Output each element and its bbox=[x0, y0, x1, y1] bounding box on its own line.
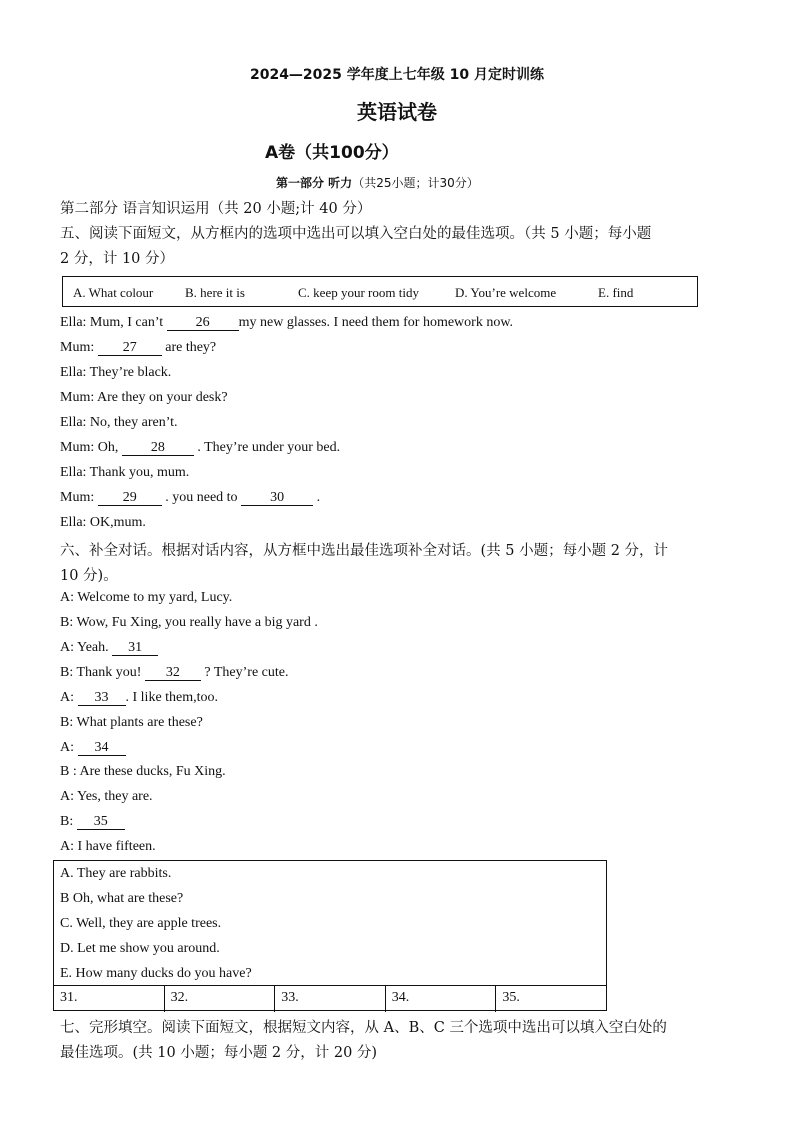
blank-28[interactable]: 28 bbox=[122, 441, 194, 456]
section6-instruction-line2: 10 分)。 bbox=[60, 568, 118, 584]
dialogue-text: . I like them,too. bbox=[125, 690, 219, 705]
dialogue-line: Ella: OK,mum. bbox=[60, 515, 146, 530]
dialogue-line bbox=[60, 814, 125, 830]
blank-31[interactable]: 31 bbox=[112, 641, 158, 656]
speaker-text: A: Yeah. bbox=[60, 640, 113, 655]
section7-instruction-line1: 七、完形填空。阅读下面短文，根据短文内容，从 A、B、C 三个选项中选出可以填入空白处的 bbox=[60, 1020, 667, 1036]
dialogue-line: A: I have fifteen. bbox=[60, 839, 156, 854]
part1-heading bbox=[276, 174, 479, 191]
speaker-text: Mum: Oh, bbox=[60, 440, 122, 455]
dialogue-line: Ella: Thank you, mum. bbox=[60, 465, 190, 480]
dialogue-line bbox=[60, 315, 513, 331]
answer-row bbox=[54, 985, 606, 1012]
part1-label: 第一部分 听力 bbox=[276, 176, 353, 190]
blank-26[interactable]: 26 bbox=[167, 316, 239, 331]
speaker-text: Mum: bbox=[60, 490, 98, 505]
dialogue-text: . you need to bbox=[161, 490, 242, 505]
option-c: C. keep your room tidy bbox=[298, 285, 419, 300]
speaker-text: A: bbox=[60, 740, 78, 755]
part2-heading: 第二部分 语言知识运用（共 20 小题;计 40 分） bbox=[60, 201, 372, 217]
dialogue-line: Ella: No, they aren’t. bbox=[60, 415, 178, 430]
blank-29[interactable]: 29 bbox=[98, 491, 162, 506]
dialogue-text: ? They’re cute. bbox=[200, 665, 289, 680]
speaker-text: Mum: bbox=[60, 340, 98, 355]
blank-32[interactable]: 32 bbox=[145, 666, 201, 681]
answer-cell-34[interactable]: 34. bbox=[386, 986, 497, 1012]
part1-detail: （共25小题；计30分） bbox=[352, 176, 479, 190]
dialogue-text: . They’re under your bed. bbox=[193, 440, 341, 455]
dialogue-line: Ella: They’re black. bbox=[60, 365, 172, 380]
dialogue-line: A: Yes, they are. bbox=[60, 789, 153, 804]
answer-cell-32[interactable]: 32. bbox=[165, 986, 276, 1012]
dialogue-line: A: Welcome to my yard, Lucy. bbox=[60, 590, 233, 605]
speaker-text: Ella: Mum, I can’t bbox=[60, 315, 167, 330]
speaker-text: B: bbox=[60, 814, 77, 829]
option-e: E. find bbox=[598, 285, 634, 300]
dialogue-line bbox=[60, 690, 218, 706]
subject-title: 英语试卷 bbox=[357, 100, 437, 124]
section6-choices-box bbox=[53, 860, 607, 1011]
period: . bbox=[313, 490, 321, 505]
dialogue-line: B: Wow, Fu Xing, you really have a big yard . bbox=[60, 615, 318, 630]
answer-cell-31[interactable]: 31. bbox=[54, 986, 165, 1012]
exam-title: 2024—2025 学年度上七年级 10 月定时训练 bbox=[249, 67, 545, 83]
section6-instruction-line1: 六、补全对话。根据对话内容，从方框中选出最佳选项补全对话。(共 5 小题；每小题 2 分，计 bbox=[60, 543, 669, 559]
option-b: B. here it is bbox=[185, 285, 245, 300]
choice-d: D. Let me show you around. bbox=[60, 941, 220, 956]
dialogue-line bbox=[60, 740, 126, 756]
blank-30[interactable]: 30 bbox=[241, 491, 313, 506]
dialogue-line bbox=[60, 640, 158, 656]
dialogue-line: B: What plants are these? bbox=[60, 715, 203, 730]
choice-c: C. Well, they are apple trees. bbox=[60, 916, 222, 931]
section7-instruction-line2: 最佳选项。(共 10 小题；每小题 2 分，计 20 分) bbox=[60, 1045, 378, 1061]
option-d: D. You’re welcome bbox=[455, 285, 557, 300]
dialogue-line bbox=[60, 340, 216, 356]
choice-e: E. How many ducks do you have? bbox=[60, 966, 252, 981]
blank-33[interactable]: 33 bbox=[78, 691, 126, 706]
dialogue-line bbox=[60, 490, 320, 506]
speaker-text: B: Thank you! bbox=[60, 665, 145, 680]
dialogue-line: Mum: Are they on your desk? bbox=[60, 390, 228, 405]
option-a: A. What colour bbox=[73, 285, 154, 300]
answer-cell-33[interactable]: 33. bbox=[275, 986, 386, 1012]
dialogue-line bbox=[60, 440, 340, 456]
dialogue-text: are they? bbox=[161, 340, 217, 355]
blank-34[interactable]: 34 bbox=[78, 741, 126, 756]
blank-27[interactable]: 27 bbox=[98, 341, 162, 356]
choice-a: A. They are rabbits. bbox=[60, 866, 172, 881]
dialogue-line: B : Are these ducks, Fu Xing. bbox=[60, 764, 226, 779]
answer-cell-35[interactable]: 35. bbox=[502, 990, 520, 1005]
section5-options-box bbox=[62, 276, 698, 307]
dialogue-line bbox=[60, 665, 289, 681]
dialogue-text: my new glasses. I need them for homework now. bbox=[238, 315, 514, 330]
section5-instruction-line1: 五、阅读下面短文，从方框内的选项中选出可以填入空白处的最佳选项。（共 5 小题；每小题 bbox=[60, 226, 652, 242]
volume-title: A卷（共100分） bbox=[265, 143, 399, 163]
speaker-text: A: bbox=[60, 690, 78, 705]
choice-b: B Oh, what are these? bbox=[60, 891, 184, 906]
section5-instruction-line2: 2 分，计 10 分） bbox=[60, 251, 175, 267]
blank-35[interactable]: 35 bbox=[77, 815, 125, 830]
